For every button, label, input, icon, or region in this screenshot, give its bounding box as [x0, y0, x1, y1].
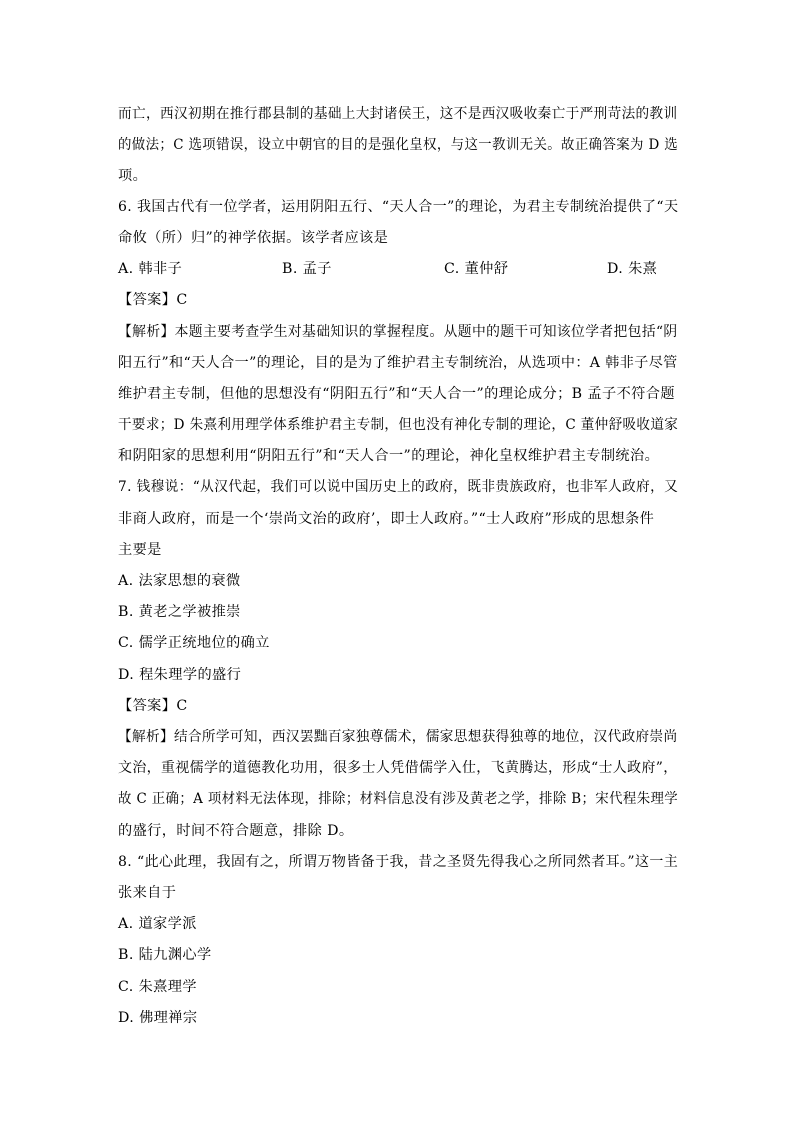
question-6-stem: 6. 我国古代有一位学者，运用阴阳五行、“天人合一”的理论，为君主专制统治提供了“天: [118, 199, 679, 215]
analysis-line: 的盛行，时间不符合题意，排除 D。: [118, 823, 354, 839]
answer-line: 【答案】C: [118, 698, 188, 714]
analysis-line: 【解析】本题主要考查学生对基础知识的掌握程度。从题中的题干可知该位学者把包括“阴: [118, 324, 678, 340]
analysis-line: 故 C 正确；A 项材料无法体现，排除；材料信息没有涉及黄老之学，排除 B；宋代程朱理学: [118, 791, 679, 807]
question-7-stem: 非商人政府，而是一个‘崇尚文治的政府’，即士人政府。”“士人政府”形成的思想条件: [118, 511, 655, 527]
question-7-stem: 主要是: [118, 542, 162, 558]
answer-line: 【答案】C: [118, 292, 188, 308]
question-6-option-c: C. 董仲舒: [444, 261, 509, 277]
question-7-option-d: D. 程朱理学的盛行: [118, 667, 242, 683]
question-7-option-b: B. 黄老之学被推崇: [118, 604, 241, 620]
question-7-option-c: C. 儒学正统地位的确立: [118, 635, 270, 651]
question-6-option-b: B. 孟子: [282, 261, 332, 277]
question-8-option-a: A. 道家学派: [118, 916, 197, 932]
question-8-stem: 张来自于: [118, 885, 177, 901]
question-8-option-b: B. 陆九渊心学: [118, 947, 212, 963]
analysis-line: 干要求；D 朱熹利用理学体系维护君主专制，但也没有神化专制的理论，C 董仲舒吸收道家: [118, 417, 679, 433]
text-line: 项。: [118, 168, 148, 184]
text-line: 而亡，西汉初期在推行郡县制的基础上大封诸侯王，这不是西汉吸收秦亡于严刑苛法的教训: [118, 106, 678, 122]
analysis-line: 阳五行”和“天人合一”的理论，目的是为了维护君主专制统治，从选项中：A 韩非子尽管: [118, 355, 678, 371]
question-7-option-a: A. 法家思想的衰微: [118, 573, 241, 589]
question-6-option-a: A. 韩非子: [118, 261, 183, 277]
analysis-line: 维护君主专制，但他的思想没有“阴阳五行”和“天人合一”的理论成分；B 孟子不符合题: [118, 386, 675, 402]
analysis-line: 文治，重视儒学的道德教化功用，很多士人凭借儒学入仕，飞黄腾达，形成“士人政府”，: [118, 760, 678, 776]
question-8-stem: 8. “此心此理，我固有之，所谓万物皆备于我，昔之圣贤先得我心之所同然者耳。”这一主: [118, 854, 679, 870]
question-6-option-d: D. 朱熹: [607, 261, 658, 277]
question-7-stem: 7. 钱穆说：“从汉代起，我们可以说中国历史上的政府，既非贵族政府，也非军人政府，又: [118, 479, 679, 495]
text-line: 的做法；C 选项错误，设立中朝官的目的是强化皇权，与这一教训无关。故正确答案为 D 选: [118, 137, 679, 153]
question-8-option-c: C. 朱熹理学: [118, 979, 197, 995]
question-6-stem: 命攸（所）归”的神学依据。该学者应该是: [118, 230, 389, 246]
question-8-option-d: D. 佛理禅宗: [118, 1010, 198, 1026]
analysis-line: 和阴阳家的思想利用“阴阳五行”和“天人合一”的理论，神化皇权维护君主专制统治。: [118, 448, 660, 464]
analysis-line: 【解析】结合所学可知，西汉罢黜百家独尊儒术，儒家思想获得独尊的地位，汉代政府崇尚: [118, 729, 678, 745]
